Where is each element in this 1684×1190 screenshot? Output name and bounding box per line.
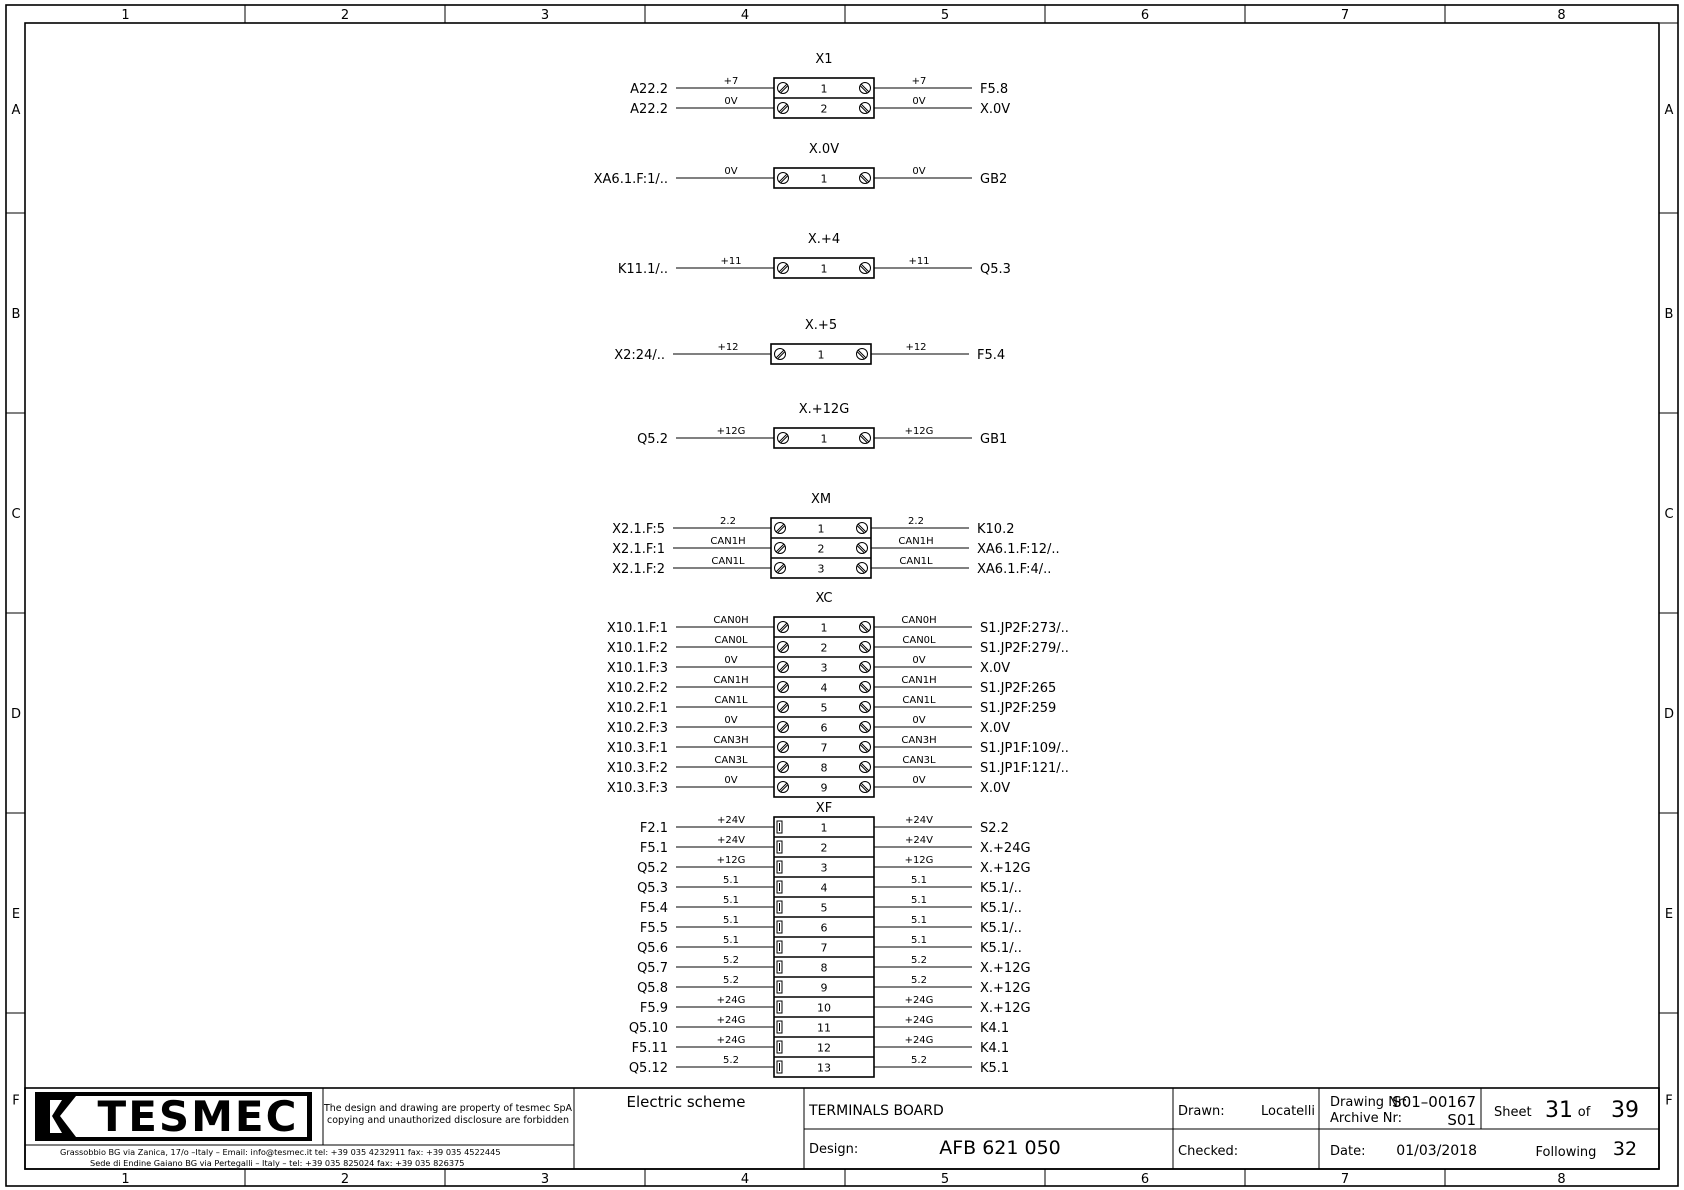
- terminal-blocks: [594, 52, 1069, 1077]
- terminal-block: [618, 232, 1011, 278]
- connection-ref-right: S1.JP2F:279/..: [980, 641, 1069, 656]
- connection-ref-left: Q5.12: [628, 1061, 668, 1076]
- terminal-block-title: X.+5: [804, 318, 838, 333]
- column-number-bottom: 7: [1340, 1172, 1350, 1187]
- connection-ref-right: XA6.1.F:12/..: [977, 542, 1060, 557]
- wire-label-right: 2.2: [908, 516, 924, 527]
- wire-label-left: 0V: [724, 166, 738, 177]
- wire-label-right: +24G: [904, 995, 934, 1006]
- grid-labels: [11, 8, 1674, 1187]
- drawn-by: Locatelli: [1260, 1104, 1315, 1119]
- drawn-label: Drawn:: [1178, 1104, 1225, 1119]
- connection-ref-left: X10.1.F:2: [606, 641, 668, 656]
- terminal-row: [612, 556, 1051, 577]
- row-letter-right: C: [1664, 507, 1674, 522]
- connection-ref-right: S1.JP2F:273/..: [980, 621, 1069, 636]
- connection-ref-left: A22.2: [630, 82, 668, 97]
- wire-label-left: 0V: [724, 775, 738, 786]
- terminal-number: 1: [820, 621, 828, 635]
- archive-nr-value: S01: [1447, 1111, 1476, 1129]
- wire-label-left: +24G: [716, 1035, 746, 1046]
- row-letter-right: D: [1663, 707, 1675, 722]
- connection-ref-right: K4.1: [980, 1041, 1010, 1056]
- connection-ref-left: Q5.6: [637, 941, 668, 956]
- terminal-row: [630, 96, 1010, 117]
- connection-ref-left: A22.2: [630, 102, 668, 117]
- wire-label-left: +24G: [716, 995, 746, 1006]
- connection-ref-left: Q5.2: [637, 861, 668, 876]
- terminal-number: 1: [817, 522, 825, 536]
- wire-label-left: +24V: [717, 815, 745, 826]
- wire-label-left: 5.1: [723, 935, 739, 946]
- date-label: Date:: [1330, 1144, 1366, 1159]
- terminal-block-title: X.+4: [807, 232, 841, 247]
- connection-ref-left: X10.3.F:1: [606, 741, 668, 756]
- connection-ref-right: K5.1/..: [980, 921, 1022, 936]
- terminal-row: [637, 855, 1030, 876]
- date-value: 01/03/2018: [1396, 1143, 1477, 1159]
- wire-label-left: +24G: [716, 1015, 746, 1026]
- terminal-row: [612, 536, 1059, 557]
- wire-label-right: 0V: [912, 166, 926, 177]
- terminal-number: 8: [820, 961, 828, 975]
- connection-ref-left: X2:24/..: [614, 348, 665, 363]
- wire-label-right: CAN1L: [899, 556, 933, 567]
- drawing-nr-value: S01–00167: [1392, 1093, 1476, 1111]
- row-letter-left: A: [11, 103, 21, 118]
- wire-label-right: 0V: [912, 96, 926, 107]
- terminal-row: [618, 256, 1011, 277]
- connection-ref-left: K11.1/..: [617, 262, 668, 277]
- terminal-row: [640, 835, 1031, 856]
- column-number-bottom: 4: [740, 1172, 750, 1187]
- connection-ref-left: X2.1.F:5: [612, 522, 665, 537]
- terminal-number: 12: [817, 1041, 831, 1055]
- connection-ref-left: F5.11: [631, 1041, 668, 1056]
- connection-ref-left: XA6.1.F:1/..: [593, 172, 668, 187]
- connection-ref-right: F5.8: [980, 82, 1009, 97]
- row-letter-right: B: [1664, 307, 1674, 322]
- archive-nr-label: Archive Nr:: [1330, 1111, 1402, 1126]
- wire-label-left: +12G: [716, 855, 746, 866]
- column-number-top: 4: [740, 8, 750, 23]
- wire-label-left: CAN1L: [714, 695, 748, 706]
- terminal-row: [607, 675, 1056, 696]
- wire-label-left: CAN3L: [714, 755, 748, 766]
- connection-ref-right: XA6.1.F:4/..: [977, 562, 1052, 577]
- wire-label-left: +7: [723, 76, 739, 87]
- wire-label-right: +12G: [904, 855, 934, 866]
- terminal-block: [614, 318, 1005, 364]
- terminal-row: [594, 166, 1008, 187]
- row-letter-left: D: [10, 707, 22, 722]
- wire-label-left: CAN3H: [713, 735, 749, 746]
- connection-ref-right: S1.JP1F:109/..: [980, 741, 1069, 756]
- wire-label-left: +12G: [716, 426, 746, 437]
- design-number: AFB 621 050: [939, 1137, 1061, 1159]
- terminal-number: 6: [820, 921, 828, 935]
- connection-ref-right: K5.1/..: [980, 901, 1022, 916]
- connection-ref-left: F2.1: [639, 821, 668, 836]
- connection-ref-right: X.+12G: [980, 961, 1031, 976]
- column-number-bottom: 1: [121, 1172, 130, 1187]
- connection-ref-right: K5.1/..: [980, 941, 1022, 956]
- wire-label-right: 0V: [912, 775, 926, 786]
- terminal-block: [629, 801, 1031, 1077]
- connection-ref-right: K5.1/..: [980, 881, 1022, 896]
- wire-label-right: 5.2: [911, 975, 927, 986]
- terminal-block-title: XC: [815, 591, 833, 606]
- disclaimer-line-1: The design and drawing are property of tesmec SpA: [323, 1103, 573, 1114]
- row-letter-right: E: [1664, 907, 1674, 922]
- connection-ref-left: Q5.7: [637, 961, 668, 976]
- drawing-nr-label: Drawing Nr:: [1330, 1095, 1408, 1110]
- terminal-number: 9: [820, 981, 828, 995]
- wire-label-right: 5.2: [911, 955, 927, 966]
- wire-label-right: 5.1: [911, 935, 927, 946]
- connection-ref-left: F5.9: [639, 1001, 668, 1016]
- wire-label-right: CAN0L: [902, 635, 936, 646]
- connection-ref-right: S2.2: [980, 821, 1009, 836]
- terminal-row: [632, 1035, 1010, 1056]
- terminal-row: [640, 815, 1009, 836]
- terminal-number: 2: [820, 641, 828, 655]
- terminal-row: [637, 975, 1030, 996]
- connection-ref-left: Q5.10: [628, 1021, 668, 1036]
- wire-label-left: 5.1: [723, 915, 739, 926]
- terminal-row: [607, 655, 1010, 676]
- title-block: [25, 1088, 1659, 1169]
- terminal-block-title: X.+12G: [798, 402, 850, 417]
- connection-ref-left: Q5.8: [637, 981, 668, 996]
- logo-text: TESMEC: [97, 1092, 299, 1141]
- terminal-row: [640, 915, 1022, 936]
- terminal-number: 5: [820, 701, 828, 715]
- row-letter-left: B: [11, 307, 21, 322]
- terminal-row: [607, 695, 1056, 716]
- terminal-number: 2: [820, 841, 828, 855]
- wire-label-left: 0V: [724, 655, 738, 666]
- terminal-block: [607, 591, 1069, 797]
- drawing-frame: [6, 5, 1678, 1186]
- terminal-number: 2: [817, 542, 825, 556]
- wire-label-right: CAN1L: [902, 695, 936, 706]
- disclaimer-line-2: copying and unauthorized disclosure are forbidden: [326, 1115, 570, 1126]
- wire-label-right: +24V: [905, 835, 933, 846]
- connection-ref-right: K5.1: [980, 1061, 1010, 1076]
- tesmec-logo: [35, 1092, 312, 1141]
- connection-ref-left: F5.5: [639, 921, 668, 936]
- wire-label-right: CAN1H: [898, 536, 934, 547]
- terminal-number: 6: [820, 721, 828, 735]
- address-line-2: Sede di Endine Gaiano BG via Pertegalli – Italy – tel: +39 035 825024 fax: +39 035 826375: [90, 1158, 465, 1168]
- design-label: Design:: [809, 1142, 859, 1157]
- wire-label-left: 5.2: [723, 1055, 739, 1066]
- column-number-bottom: 2: [340, 1172, 350, 1187]
- terminal-block-title: XF: [815, 801, 833, 816]
- terminal-block: [637, 402, 1007, 448]
- connection-ref-right: GB2: [980, 172, 1008, 187]
- wire-label-left: 5.2: [723, 955, 739, 966]
- terminal-number: 1: [820, 172, 828, 186]
- of-label: of: [1577, 1105, 1591, 1120]
- column-number-top: 8: [1557, 8, 1566, 23]
- wire-label-left: 5.2: [723, 975, 739, 986]
- column-number-top: 6: [1140, 8, 1150, 23]
- terminal-row: [630, 76, 1008, 97]
- connection-ref-right: X.+24G: [980, 841, 1031, 856]
- wire-label-right: CAN3L: [902, 755, 936, 766]
- row-letter-left: F: [12, 1093, 20, 1109]
- terminal-row: [629, 1055, 1009, 1076]
- terminal-number: 1: [820, 262, 828, 276]
- row-letter-right: F: [1665, 1093, 1673, 1109]
- wire-label-right: 5.1: [911, 895, 927, 906]
- column-number-bottom: 3: [540, 1172, 550, 1187]
- terminal-number: 9: [820, 781, 828, 795]
- wire-label-right: +24G: [904, 1035, 934, 1046]
- terminal-block: [594, 142, 1008, 188]
- terminal-row: [607, 715, 1010, 736]
- connection-ref-left: X10.1.F:1: [606, 621, 668, 636]
- connection-ref-left: X10.1.F:3: [606, 661, 668, 676]
- wire-label-right: +24V: [905, 815, 933, 826]
- terminal-row: [607, 615, 1069, 636]
- address-line-1: Grassobbio BG via Zanica, 17/o –Italy – Email: info@tesmec.it tel: +39 035 4232911 fax: +39 035 4522445: [60, 1147, 501, 1157]
- wire-label-right: 5.1: [911, 915, 927, 926]
- wire-label-right: 5.1: [911, 875, 927, 886]
- row-letter-right: A: [1664, 103, 1674, 118]
- column-number-top: 5: [940, 8, 950, 23]
- wire-label-left: CAN1H: [713, 675, 749, 686]
- terminal-number: 10: [817, 1001, 831, 1015]
- wire-label-left: +24V: [717, 835, 745, 846]
- terminal-number: 13: [817, 1061, 831, 1075]
- wire-label-right: +7: [911, 76, 927, 87]
- terminal-row: [607, 635, 1069, 656]
- column-number-top: 3: [540, 8, 550, 23]
- connection-ref-left: X2.1.F:2: [612, 562, 665, 577]
- column-number-bottom: 5: [940, 1172, 950, 1187]
- connection-ref-left: F5.4: [639, 901, 668, 916]
- wire-label-right: +11: [908, 256, 930, 267]
- connection-ref-left: X10.3.F:2: [606, 761, 668, 776]
- terminal-block-title: XM: [810, 492, 832, 507]
- wire-label-left: 0V: [724, 715, 738, 726]
- connection-ref-right: X.+12G: [980, 1001, 1031, 1016]
- following-label: Following: [1535, 1145, 1597, 1160]
- wire-label-left: +11: [720, 256, 742, 267]
- connection-ref-left: X2.1.F:1: [612, 542, 665, 557]
- connection-ref-right: X.+12G: [980, 981, 1031, 996]
- terminal-block-title: X1: [815, 52, 833, 67]
- terminal-row: [607, 775, 1010, 796]
- terminal-row: [629, 1015, 1009, 1036]
- terminal-number: 8: [820, 761, 828, 775]
- connection-ref-right: K4.1: [980, 1021, 1010, 1036]
- connection-ref-left: Q5.3: [637, 881, 668, 896]
- column-number-top: 2: [340, 8, 350, 23]
- wire-label-right: +24G: [904, 1015, 934, 1026]
- connection-ref-left: X10.3.F:3: [606, 781, 668, 796]
- sheet-title: TERMINALS BOARD: [809, 1103, 944, 1119]
- connection-ref-left: X10.2.F:1: [606, 701, 668, 716]
- terminal-row: [637, 935, 1022, 956]
- terminal-number: 3: [820, 861, 828, 875]
- terminal-block: [612, 492, 1059, 578]
- terminal-number: 4: [820, 681, 828, 695]
- wire-label-left: 5.1: [723, 875, 739, 886]
- checked-label: Checked:: [1178, 1144, 1239, 1159]
- wire-label-left: CAN1H: [710, 536, 746, 547]
- row-letter-left: E: [11, 907, 21, 922]
- terminal-number: 1: [820, 821, 828, 835]
- connection-ref-right: K10.2: [977, 522, 1015, 537]
- wire-label-right: +12G: [904, 426, 934, 437]
- wire-label-right: +12: [905, 342, 927, 353]
- terminal-number: 11: [817, 1021, 831, 1035]
- total-sheets: 39: [1611, 1098, 1639, 1123]
- connection-ref-right: S1.JP2F:265: [980, 681, 1057, 696]
- row-letter-left: C: [11, 507, 21, 522]
- wire-label-right: CAN0H: [901, 615, 937, 626]
- wire-label-right: 0V: [912, 655, 926, 666]
- terminal-row: [607, 755, 1069, 776]
- terminal-number: 5: [820, 901, 828, 915]
- connection-ref-right: S1.JP1F:121/..: [980, 761, 1069, 776]
- connection-ref-right: X.0V: [980, 781, 1011, 796]
- wire-label-left: 2.2: [720, 516, 736, 527]
- terminal-number: 7: [820, 941, 828, 955]
- terminal-row: [637, 955, 1030, 976]
- connection-ref-left: X10.2.F:3: [606, 721, 668, 736]
- wire-label-left: +12: [717, 342, 739, 353]
- column-number-top: 7: [1340, 8, 1350, 23]
- terminal-row: [640, 995, 1031, 1016]
- column-number-bottom: 8: [1557, 1172, 1566, 1187]
- connection-ref-left: Q5.2: [637, 432, 668, 447]
- sheet-number: 31: [1545, 1098, 1573, 1123]
- connection-ref-right: X.+12G: [980, 861, 1031, 876]
- terminal-row: [640, 895, 1022, 916]
- wire-label-right: CAN1H: [901, 675, 937, 686]
- connection-ref-left: X10.2.F:2: [606, 681, 668, 696]
- connection-ref-right: X.0V: [980, 721, 1011, 736]
- terminal-number: 3: [817, 562, 825, 576]
- terminal-row: [637, 875, 1022, 896]
- terminal-number: 7: [820, 741, 828, 755]
- terminal-row: [612, 516, 1014, 537]
- terminal-row: [614, 342, 1005, 363]
- document-type: Electric scheme: [626, 1093, 746, 1111]
- connection-ref-right: X.0V: [980, 661, 1011, 676]
- terminal-block-title: X.0V: [808, 142, 840, 157]
- connection-ref-right: S1.JP2F:259: [980, 701, 1057, 716]
- wire-label-left: CAN0H: [713, 615, 749, 626]
- connection-ref-right: Q5.3: [980, 262, 1011, 277]
- terminal-block: [630, 52, 1010, 118]
- connection-ref-right: X.0V: [980, 102, 1011, 117]
- sheet-label: Sheet: [1494, 1105, 1532, 1120]
- grid-lines: [6, 5, 1678, 1186]
- wire-label-left: CAN1L: [711, 556, 745, 567]
- terminal-row: [607, 735, 1069, 756]
- following-sheet: 32: [1612, 1138, 1638, 1160]
- wire-label-right: 5.2: [911, 1055, 927, 1066]
- terminal-number: 1: [817, 348, 825, 362]
- wire-label-left: 5.1: [723, 895, 739, 906]
- terminal-number: 1: [820, 82, 828, 96]
- column-number-bottom: 6: [1140, 1172, 1150, 1187]
- connection-ref-right: F5.4: [977, 348, 1006, 363]
- terminal-number: 2: [820, 102, 828, 116]
- terminal-number: 4: [820, 881, 828, 895]
- connection-ref-left: F5.1: [639, 841, 668, 856]
- wire-label-right: 0V: [912, 715, 926, 726]
- wire-label-right: CAN3H: [901, 735, 937, 746]
- terminal-number: 1: [820, 432, 828, 446]
- wire-label-left: CAN0L: [714, 635, 748, 646]
- connection-ref-right: GB1: [980, 432, 1008, 447]
- wire-label-left: 0V: [724, 96, 738, 107]
- terminal-number: 3: [820, 661, 828, 675]
- terminal-row: [637, 426, 1007, 447]
- column-number-top: 1: [121, 8, 130, 23]
